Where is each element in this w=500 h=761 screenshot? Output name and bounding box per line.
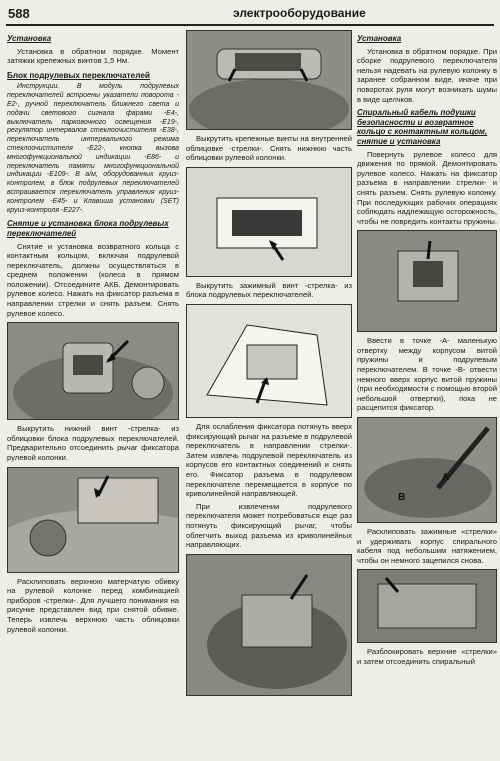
install-heading: Установка	[7, 34, 52, 43]
figure-spiral-housing	[357, 569, 497, 643]
instructions-text: Инструкции. В модуль подрулевых переключателей встроены указатели поворота -E2-, ручной переключатель ближнего света и подачи светового сигнала фарами -E4-, выключатель парковочного освещения -E19-, регулятор интервалов стеклоочистителя -E38-, переключатель интервального режима стеклоочистителя -E22-, кнопка вызова многофункциональной индикации -E86- и переключатель памяти многофункциональной индикации -E109-. В а/м, оборудованных круиз-контролем, в блок подрулевых переключателей встраивается переключатель управления круиз-контролем -E45- и Клавиша установки (SET) круиз-контроля -E227-.	[7, 83, 179, 214]
column-left	[7, 30, 179, 637]
figure-screwdriver-points	[357, 417, 497, 523]
latch-text: Для ослабления фиксатора потянуть вверх фиксирующий рычаг на разъеме в подрулевой переключатель в направлении стрелки-. Затем извлечь подрулевой переключатель из корпусов его контактных соединений и снять его. Фиксатор разъема в подрулевом переключателе перемещается в корпусе по криволинейной направляющей.	[186, 421, 352, 499]
figure-steering-wheel-screw	[7, 322, 179, 420]
column-right	[357, 30, 497, 670]
fig1-caption: Выкрутить нижний винт -стрелка- из облицовки блока подрулевых переключателей. Предварительно отсоединить рычаг фиксатора рулевой колонки.	[7, 424, 179, 463]
label-a: A	[442, 472, 450, 484]
page-header	[8, 4, 494, 26]
figure-column-trim	[7, 467, 179, 573]
spiral-text: Повернуть рулевое колесо для движения по прямой. Демонтировать рулевое колесо. Нажать на фиксатор разъема в направлении стрелки- и снять разъем. Снять рулевую колонку. При последующих рабочих операциях соблюдать надлежащую осторожность, чтобы не повредить контакты пружины.	[357, 149, 497, 226]
fig2-caption: Расклиповать верхнюю матерчатую обивку на рулевой колонке перед комбинацией приборов -стрелки-. Для лучшего понимания на рисунке представлен вид при снятой обивке. Теперь извлечь верхнюю часть облицовки рулевой колонки.	[7, 576, 179, 634]
section-title: электрооборудование	[233, 6, 366, 20]
removal-text: Снятие и установка возвратного кольца с контактным кольцом, включая подрулевой переключатель, должны осуществляться в среднем положении (колеса в прямом положении). Отсоедините АКБ. Демонтировать рулевое колесо. Нажать на фиксатор разъема в направлении стрелки и снять разъем. Снять рулевое колесо.	[7, 241, 179, 318]
header-rule	[6, 24, 494, 26]
page-number: 588	[8, 6, 30, 21]
install-heading-2: Установка	[357, 34, 402, 43]
spiral-heading: Спиральный кабель подушки безопасности и возвратное кольцо с контактным кольцом, снятие и установка	[357, 108, 488, 146]
removal-heading: Снятие и установка блока подрулевых переключателей	[7, 219, 169, 238]
fig3-caption: Выкрутить крепежные винты на внутренней облицовке -стрелки-. Снять нижнюю часть облицовки рулевой колонки.	[186, 134, 352, 163]
block-heading: Блок подрулевых переключателей	[7, 70, 150, 80]
install-text-2: Установка в обратном порядке. При сборке подрулевого переключателя нельзя надевать на рулевую колонку в заранее собранном виде, иначе при поворотах руля могут возникать шумы в виде щелчков.	[357, 46, 497, 104]
extract-text: При извлечении подрулевого переключателя может потребоваться еще раз потянуть фиксирующий рычаг, чтобы облегчить выход разъема из криволинейных направляющих.	[186, 501, 352, 550]
figure-switch-removed	[186, 554, 352, 696]
bottom-text: Разблокировать верхние «стрелки» и затем отсоединить спиральный	[357, 647, 497, 666]
insert-text: Ввести в точке -A- маленькую отвертку между корпусом витой пружины и подрулевым переключателем. В точке -B- отвести немного вверх корпус витой пружины (при необходимости с помощью второй небольшой отвертки), пока не расцепится фиксатор.	[357, 336, 497, 413]
figure-clamp-screw	[186, 167, 352, 277]
spring-text: Расклиповать зажимные «стрелки» и удерживать корпус спирального кабеля под небольшим натяжением, чтобы он немного зацепился снова.	[357, 527, 497, 565]
fig4-caption: Выкрутить зажимный винт -стрелка- из блока подрулевых переключателей.	[186, 280, 352, 300]
figure-spiral-connector	[357, 230, 497, 332]
figure-inner-trim-screws	[186, 30, 352, 130]
label-b: B	[398, 492, 406, 504]
install-text: Установка в обратном порядке. Момент затяжки крепежных винтов 1,5 Нм.	[7, 46, 179, 66]
column-middle	[186, 30, 352, 700]
figure-switch-latch	[186, 304, 352, 418]
